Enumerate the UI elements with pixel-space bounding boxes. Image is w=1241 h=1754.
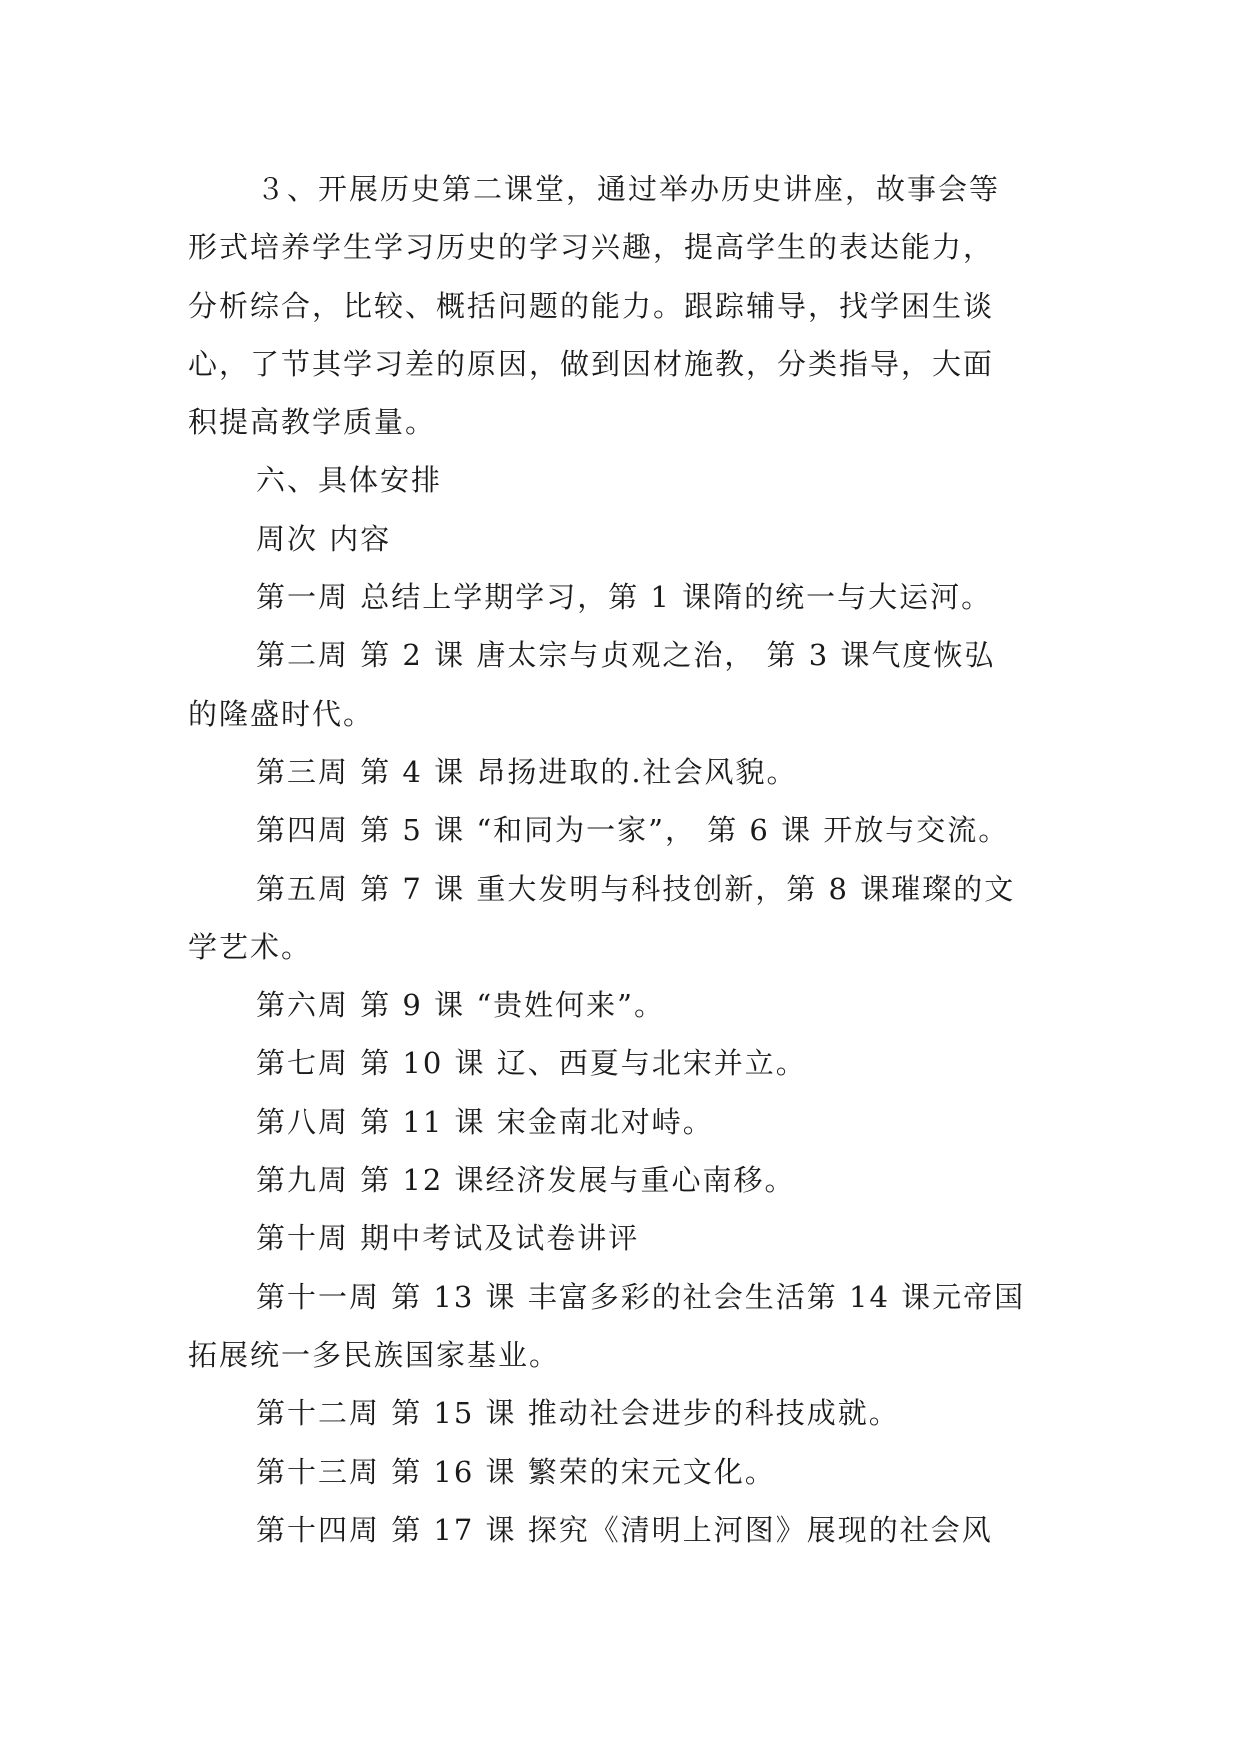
paragraph-line: 形式培养学生学习历史的学习兴趣，提高学生的表达能力， [188,230,995,265]
schedule-item: 第二周 第 2 课 唐太宗与贞观之治， 第 3 课气度恢弘 [256,638,996,673]
schedule-item: 第五周 第 7 课 重大发明与科技创新，第 8 课璀璨的文 [256,871,1016,906]
document-body [188,160,1068,1559]
schedule-item-continuation: 的隆盛时代。 [188,696,375,731]
schedule-item: 第九周 第 12 课经济发展与重心南移。 [256,1163,796,1198]
schedule-item: 第四周 第 5 课 “和同为一家”， 第 6 课 开放与交流。 [256,813,1010,848]
schedule-item-continuation: 拓展统一多民族国家基业。 [188,1337,561,1372]
paragraph-line: 分析综合，比较、概括问题的能力。跟踪辅导，找学困生谈 [188,288,995,323]
schedule-item: 第十四周 第 17 课 探究《清明上河图》展现的社会风 [256,1512,993,1547]
schedule-item: 第十二周 第 15 课 推动社会进步的科技成就。 [256,1396,900,1431]
schedule-item-continuation: 学艺术。 [188,929,313,964]
section-heading: 六、具体安排 [256,463,443,498]
schedule-header: 周次 内容 [256,521,392,556]
schedule-item: 第十一周 第 13 课 丰富多彩的社会生活第 14 课元帝国 [256,1279,1026,1314]
schedule-item: 第六周 第 9 课 “贵姓何来”。 [256,988,665,1023]
paragraph-line: ３、开展历史第二课堂，通过举办历史讲座，故事会等 [256,172,1001,206]
schedule-item: 第十三周 第 16 课 繁荣的宋元文化。 [256,1454,776,1489]
schedule-item: 第一周 总结上学期学习，第 1 课隋的统一与大运河。 [256,580,993,615]
schedule-item: 第八周 第 11 课 宋金南北对峙。 [256,1104,714,1139]
paragraph-line: 心，了节其学习差的原因，做到因材施教，分类指导，大面 [188,346,995,381]
schedule-item: 第七周 第 10 课 辽、西夏与北宋并立。 [256,1046,807,1081]
paragraph-line: 积提高教学质量。 [188,405,437,440]
schedule-item: 第三周 第 4 课 昂扬进取的.社会风貌。 [256,754,798,789]
schedule-item: 第十周 期中考试及试卷讲评 [256,1221,640,1256]
